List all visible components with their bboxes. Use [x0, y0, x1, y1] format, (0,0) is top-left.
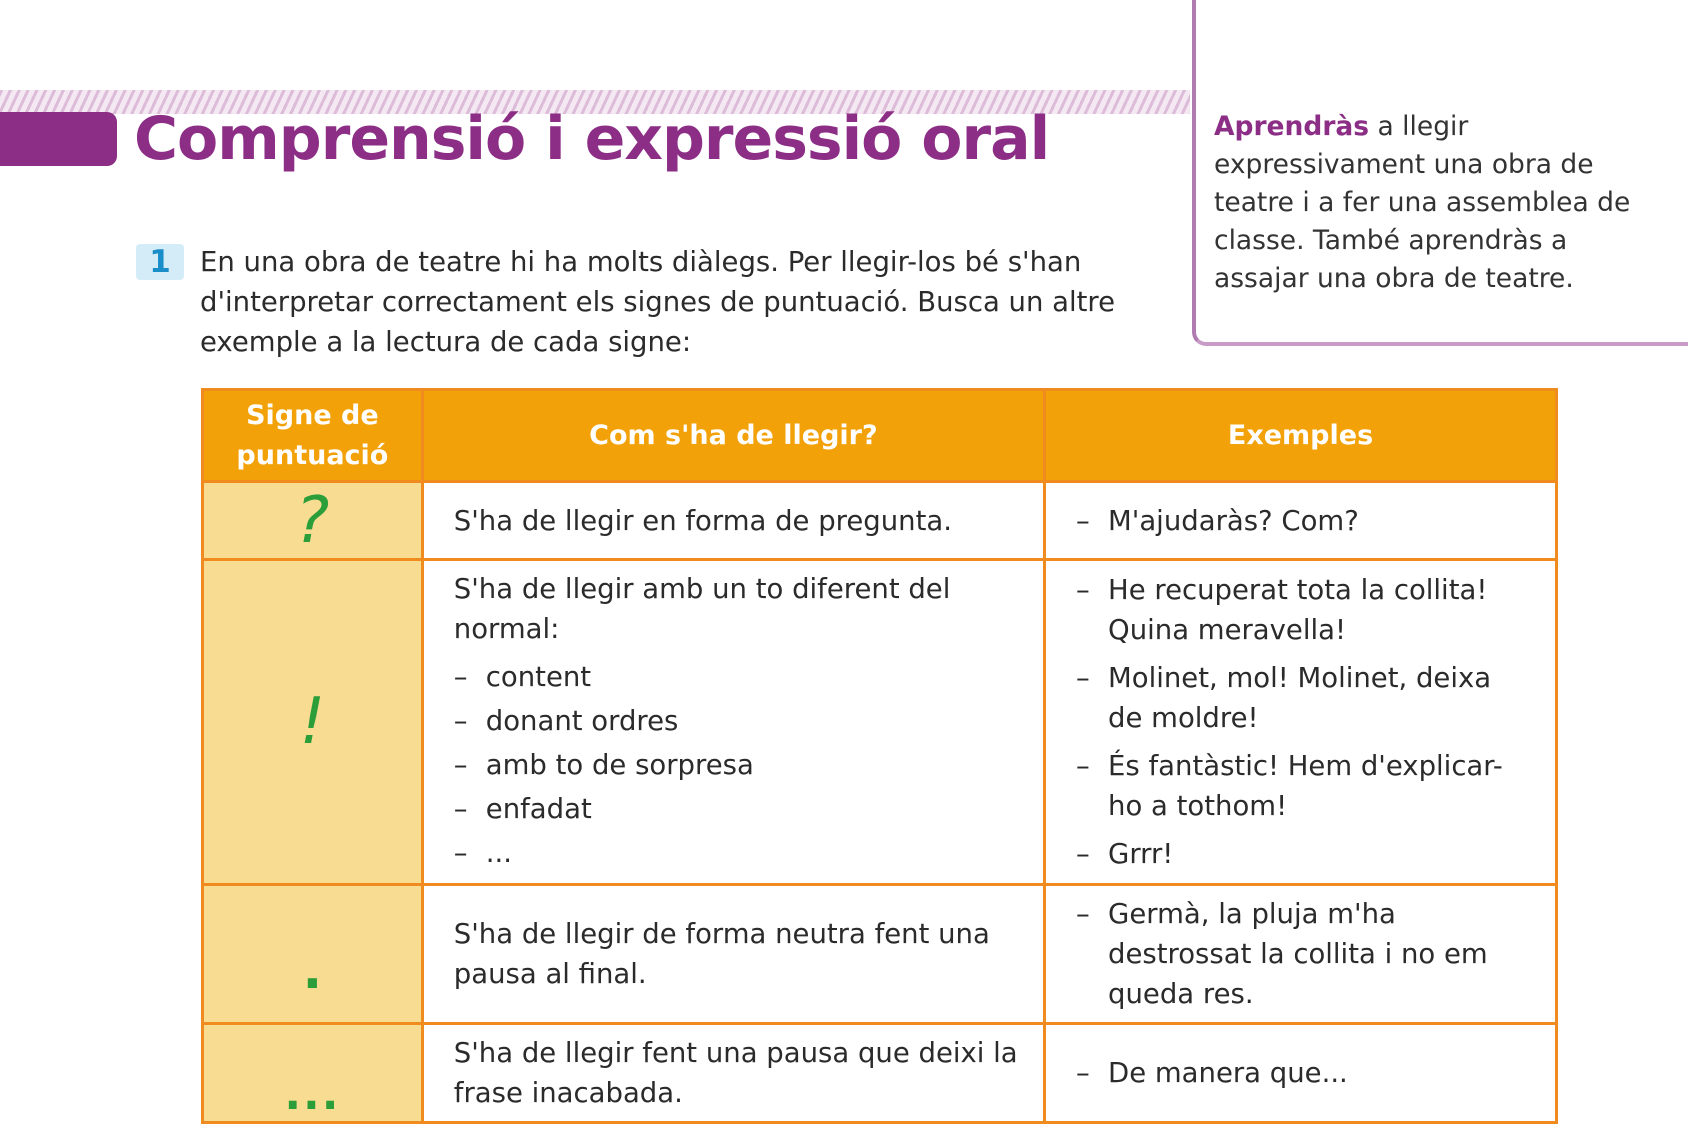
sign-cell [203, 885, 423, 1024]
examples-cell [1045, 885, 1557, 1024]
objectives-text [1214, 108, 1644, 298]
examples-cell [1045, 560, 1557, 885]
how-cell: S'ha de llegir de forma neutra fent una pausa al final. [422, 885, 1044, 1024]
list-item: – amb to de sorpresa [453, 749, 754, 781]
sign-cell [203, 560, 423, 885]
how-cell: S'ha de llegir en forma de pregunta. [422, 482, 1044, 560]
example-item: – Germà, la pluja m'ha destrossat la collita i no em queda res. [1076, 898, 1488, 1010]
examples-cell [1045, 482, 1557, 560]
header-sign: Signe de puntuació [203, 390, 423, 482]
table-row [203, 482, 1557, 560]
list-item: – enfadat [453, 793, 592, 825]
example-item: – És fantàstic! Hem d'explicar-ho a tothom! [1076, 750, 1503, 822]
list-item: – donant ordres [453, 705, 679, 737]
question-text: En una obra de teatre hi ha molts diàlegs. Per llegir-los bé s'han d'interpretar correctament els signes de puntuació. Busca un altre exemple a la lectura de cada signe: [200, 246, 1116, 358]
punctuation-table [201, 388, 1558, 1124]
example-item: – M'ajudaràs? Com? [1076, 504, 1359, 537]
page-title: Comprensió i expressió oral [134, 104, 1050, 174]
example-item: – De manera que... [1076, 1057, 1348, 1089]
objectives-body: a llegir expressivament una obra de teatre i a fer una assemblea de classe. També aprendràs a assajar una obra de teatre. [1214, 111, 1631, 294]
question-mark-symbol: ? [295, 483, 330, 558]
sign-cell [203, 1024, 423, 1123]
period-symbol: . [302, 941, 323, 1001]
table-row [203, 885, 1557, 1024]
table-row [203, 560, 1557, 885]
sign-cell [203, 482, 423, 560]
title-accent-bar [0, 112, 117, 166]
how-text: S'ha de llegir amb un to diferent del normal: [453, 573, 951, 645]
how-cell [422, 560, 1044, 885]
objectives-highlight: Aprendràs [1214, 111, 1370, 142]
example-item: – Molinet, mol! Molinet, deixa de moldre! [1076, 662, 1492, 734]
example-item: – Grrr! [1076, 838, 1174, 870]
how-cell: S'ha de llegir fent una pausa que deixi la frase inacabada. [422, 1024, 1044, 1123]
question-number: 1 [136, 244, 184, 280]
ellipsis-symbol: ... [284, 1069, 341, 1120]
table-row [203, 1024, 1557, 1123]
tone-list [454, 655, 1019, 875]
example-item: – He recuperat tota la collita! Quina meravella! [1076, 574, 1488, 646]
list-item: – ... [453, 837, 513, 869]
header-examples: Exemples [1045, 390, 1557, 482]
examples-cell [1045, 1024, 1557, 1123]
list-item: – content [453, 661, 592, 693]
header-how: Com s'ha de llegir? [422, 390, 1044, 482]
exclamation-mark-symbol: ! [299, 685, 326, 759]
